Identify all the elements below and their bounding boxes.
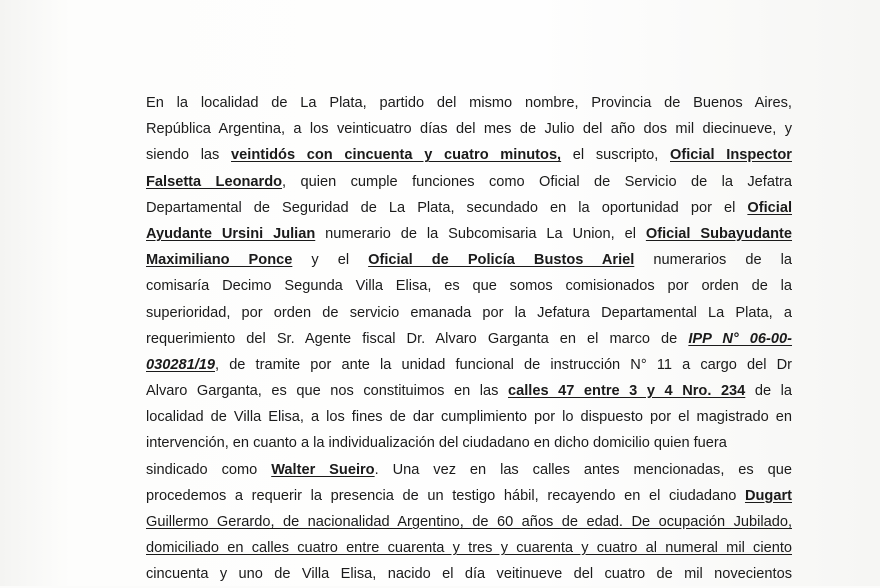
emphasized-text: Maximiliano Ponce [146, 252, 293, 269]
emphasized-text: calles 47 entre 3 y 4 Nro. 234 [508, 383, 746, 400]
document-line [146, 90, 792, 116]
emphasized-text: domiciliado en calles cuatro entre cuarenta y tres y cuarenta y cuatro al numeral mil ciento [146, 540, 792, 557]
emphasized-text: IPP N° 06-00- [688, 330, 792, 347]
document-line [146, 561, 792, 587]
document-line [146, 195, 792, 221]
body-text: . Una vez en las calles antes mencionadas, es que [374, 461, 792, 478]
emphasized-text: Oficial Inspector [670, 147, 792, 164]
body-text: numerarios de la [634, 252, 792, 269]
body-text: Departamental de Seguridad de La Plata, secundado en la oportunidad por el [146, 199, 748, 216]
body-text: intervención, en cuanto a la individualización del ciudadano en dicho domicilio quien fuera [146, 435, 727, 452]
emphasized-text: veintidós con cincuenta y cuatro minutos, [231, 147, 562, 164]
document-line [146, 300, 792, 326]
document-line [146, 509, 792, 535]
document-line [146, 169, 792, 195]
body-text: siendo las [146, 147, 232, 164]
body-text: sindicado como [146, 461, 272, 478]
body-text: procedemos a requerir la presencia de un testigo hábil, recayendo en el ciudadano [146, 487, 745, 504]
document-line [146, 116, 792, 142]
body-text: de la [745, 383, 793, 400]
body-text: , quien cumple funciones como Oficial de Servicio de la Jefatra [282, 173, 792, 190]
emphasized-text: Oficial Subayudante [645, 225, 793, 242]
document-paragraph [146, 90, 792, 588]
document-line [146, 352, 792, 378]
emphasized-text: Ayudante Ursini Julian [146, 225, 316, 242]
body-text: superioridad, por orden de servicio emanada por la Jefatura Departamental La Plata, a [146, 304, 792, 321]
document-line [146, 247, 792, 273]
emphasized-text: Falsetta Leonardo [146, 173, 283, 190]
body-text: comisaría Decimo Segunda Villa Elisa, es que somos comisionados por orden de la [146, 278, 792, 295]
body-text: En la localidad de La Plata, partido del mismo nombre, Provincia de Buenos Aires, [146, 95, 792, 111]
body-text: y el [292, 252, 369, 269]
document-line [146, 457, 792, 483]
emphasized-text: Walter Sueiro [271, 461, 375, 478]
document-line [146, 142, 792, 168]
document-line [146, 430, 792, 456]
body-text: República Argentina, a los veinticuatro días del mes de Julio del año dos mil diecinueve, y [146, 121, 792, 138]
emphasized-text: Oficial [747, 199, 792, 216]
emphasized-text: Oficial de Policía Bustos Ariel [368, 252, 635, 269]
body-text: localidad de Villa Elisa, a los fines de dar cumplimiento por lo dispuesto por el magistrado en [146, 409, 792, 426]
document-line [146, 535, 792, 561]
body-text: Alvaro Garganta, es que nos constituimos en las [146, 383, 509, 400]
document-line [146, 326, 792, 352]
body-text: , de tramite por ante la unidad funcional de instrucción N° 11 a cargo del Dr [215, 356, 792, 373]
document-line [146, 378, 792, 404]
document-line [146, 404, 792, 430]
document-line [146, 221, 792, 247]
body-text: el suscripto, [561, 147, 670, 164]
emphasized-text: Dugart [744, 487, 792, 504]
document-line [146, 483, 792, 509]
emphasized-text: 030281/19 [146, 356, 215, 373]
emphasized-text: Guillermo Gerardo, de nacionalidad Argentino, de 60 años de edad. De ocupación Jubilado, [146, 514, 792, 530]
body-text: requerimiento del Sr. Agente fiscal Dr. Alvaro Garganta en el marco de [146, 330, 689, 347]
body-text: numerario de la Subcomisaria La Union, el [315, 225, 646, 242]
document-line [146, 273, 792, 299]
body-text: cincuenta y uno de Villa Elisa, nacido el día veitinueve del cuatro de mil novecientos [146, 566, 792, 583]
